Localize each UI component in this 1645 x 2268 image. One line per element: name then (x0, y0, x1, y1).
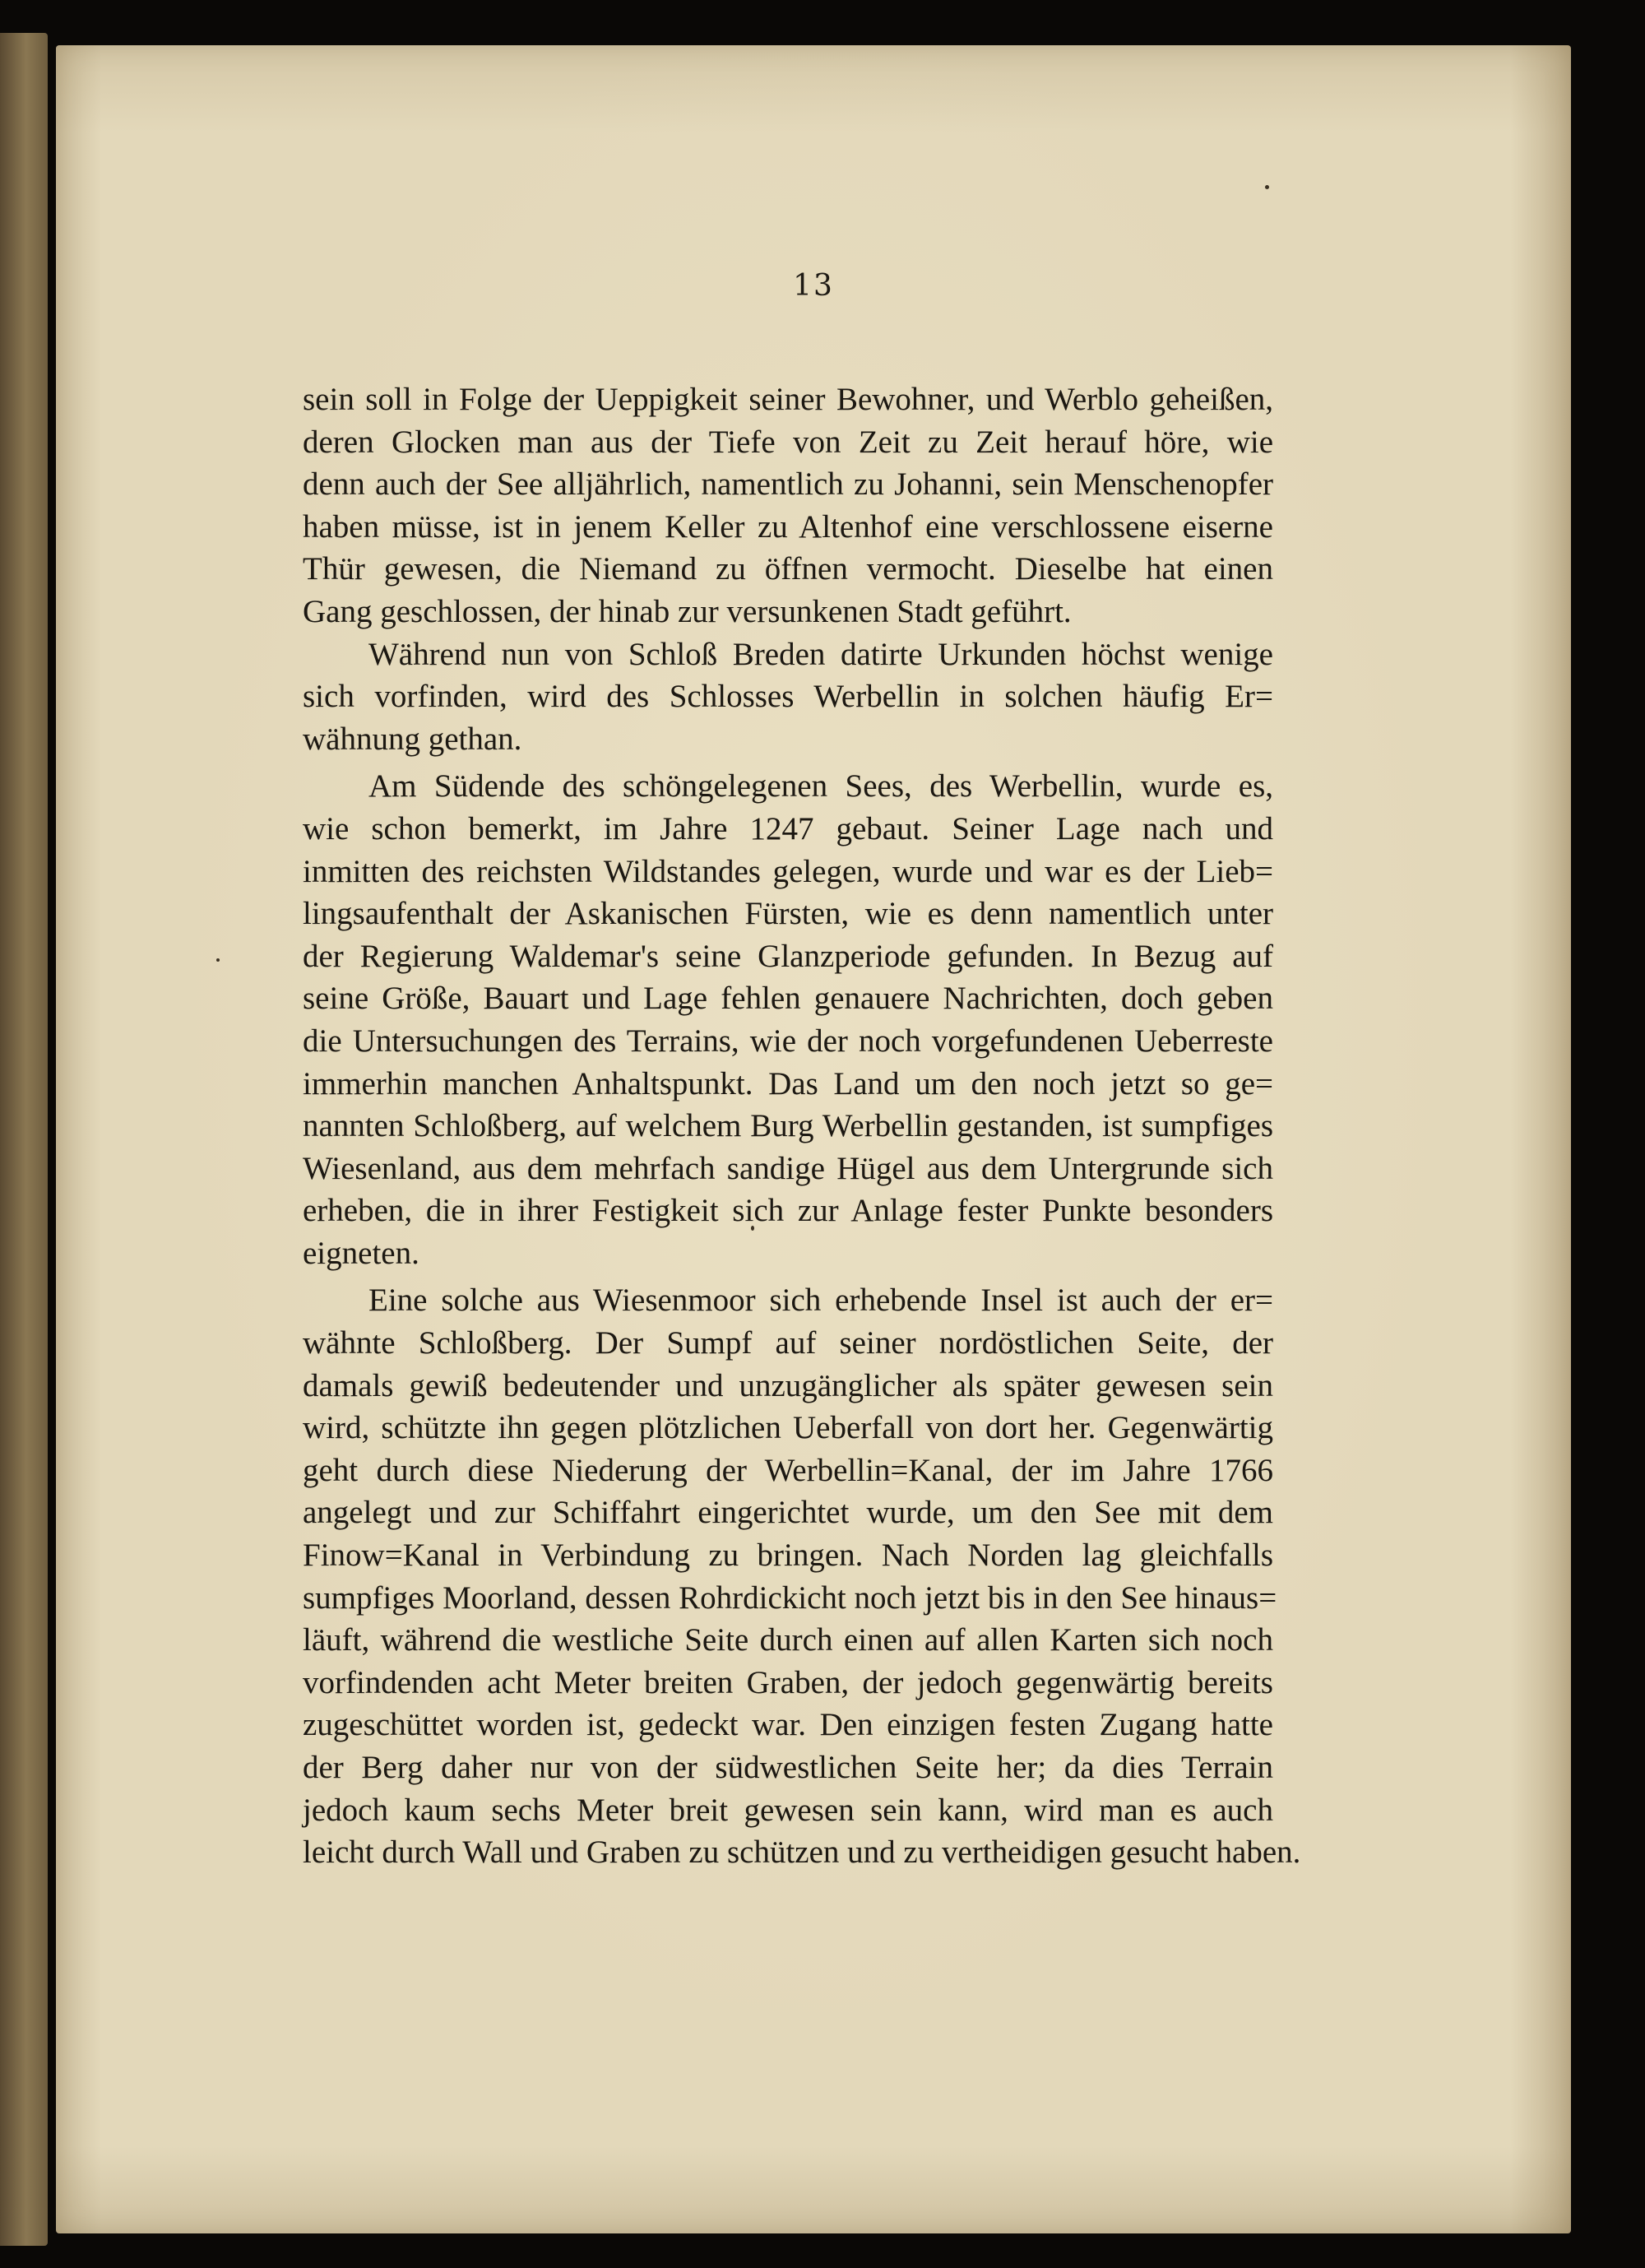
text-line: sumpfiges Moorland, dessen Rohrdickicht noch jetzt bis in den See hinaus= (303, 1579, 1277, 1616)
body-text (303, 378, 1301, 1874)
text-line: der Regierung Waldemar's seine Glanzperiode gefunden. In Bezug auf (303, 938, 1273, 974)
text-line: lingsaufenthalt der Askanischen Fürsten, wie es denn namentlich unter (303, 896, 1273, 932)
text-line: inmitten des reichsten Wildstandes gelegen, wurde und war es der Lieb= (303, 853, 1273, 889)
text-line: Gang geschlossen, der hinab zur versunkenen Stadt geführt. (303, 593, 1072, 629)
text-line: sein soll in Folge der Ueppigkeit seiner Bewohner, und Werblo geheißen, (303, 382, 1273, 417)
text-line: vorfindenden acht Meter breiten Graben, der jedoch gegenwärtig bereits (303, 1664, 1273, 1700)
text-line: sich vorfinden, wird des Schlosses Werbellin in solchen häufig Er= (303, 679, 1273, 715)
text-line: wird, schützte ihn gegen plötzlichen Ueberfall von dort her. Gegenwärtig (303, 1410, 1273, 1446)
text-line: wähnte Schloßberg. Der Sumpf auf seiner nordöstlichen Seite, der (303, 1325, 1273, 1361)
text-line: haben müsse, ist in jenem Keller zu Altenhof eine verschlossene eiserne (303, 508, 1273, 545)
text-line: zugeschüttet worden ist, gedeckt war. Den einzigen festen Zugang hatte (303, 1707, 1273, 1743)
paragraph-3 (303, 765, 1273, 1274)
text-line: der Berg daher nur von der südwestlichen Seite her; da dies Terrain (303, 1750, 1273, 1785)
text-line: damals gewiß bedeutender und unzugänglicher als später gewesen sein (303, 1367, 1273, 1403)
paper-speck (1265, 185, 1269, 189)
text-line: wähnung gethan. (303, 721, 522, 757)
previous-page-edge (0, 33, 48, 2246)
page-number: 13 (793, 269, 834, 303)
text-line: Finow=Kanal in Verbindung zu bringen. Nach Norden lag gleichfalls (303, 1538, 1273, 1574)
text-line: eigneten. (303, 1235, 419, 1271)
text-line: läuft, während die westliche Seite durch einen auf allen Karten sich noch (303, 1622, 1273, 1658)
text-line: erheben, die in ihrer Festigkeit sich zur Anlage fester Punkte besonders (303, 1193, 1273, 1229)
text-line: angelegt und zur Schiffahrt eingerichtet wurde, um den See mit dem (303, 1495, 1273, 1531)
text-line: Thür gewesen, die Niemand zu öffnen vermocht. Dieselbe hat einen (303, 551, 1273, 587)
text-line: denn auch der See alljährlich, namentlich zu Johanni, sein Menschenopfer (303, 466, 1273, 503)
text-line: die Untersuchungen des Terrains, wie der noch vorgefundenen Ueberreste (303, 1023, 1273, 1059)
text-line: seine Größe, Bauart und Lage fehlen genauere Nachrichten, doch geben (303, 981, 1273, 1017)
text-line: immerhin manchen Anhaltspunkt. Das Land um den noch jetzt so ge= (303, 1065, 1273, 1102)
paragraph-1 (303, 378, 1273, 633)
text-line: Wiesenland, aus dem mehrfach sandige Hügel aus dem Untergrunde sich (303, 1150, 1273, 1186)
paragraph-4 (303, 1279, 1301, 1873)
book-page (56, 45, 1571, 2233)
text-line: Am Südende des schöngelegenen Sees, des Werbellin, wurde es, (368, 768, 1273, 805)
text-line: Eine solche aus Wiesenmoor sich erhebende Insel ist auch der er= (368, 1282, 1273, 1319)
paper-speck (216, 958, 220, 962)
text-line: Während nun von Schloß Breden datirte Urkunden höchst wenige (368, 636, 1273, 672)
text-line: deren Glocken man aus der Tiefe von Zeit zu Zeit herauf höre, wie (303, 424, 1273, 460)
text-line: wie schon bemerkt, im Jahre 1247 gebaut. Seiner Lage nach und (303, 810, 1273, 846)
paragraph-2 (303, 633, 1273, 761)
text-line: nannten Schloßberg, auf welchem Burg Werbellin gestanden, ist sumpfiges (303, 1108, 1273, 1144)
text-line: jedoch kaum sechs Meter breit gewesen sein kann, wird man es auch (303, 1792, 1273, 1828)
text-line: geht durch diese Niederung der Werbellin=Kanal, der im Jahre 1766 (303, 1452, 1273, 1488)
text-line: leicht durch Wall und Graben zu schützen und zu vertheidigen gesucht haben. (303, 1834, 1301, 1871)
